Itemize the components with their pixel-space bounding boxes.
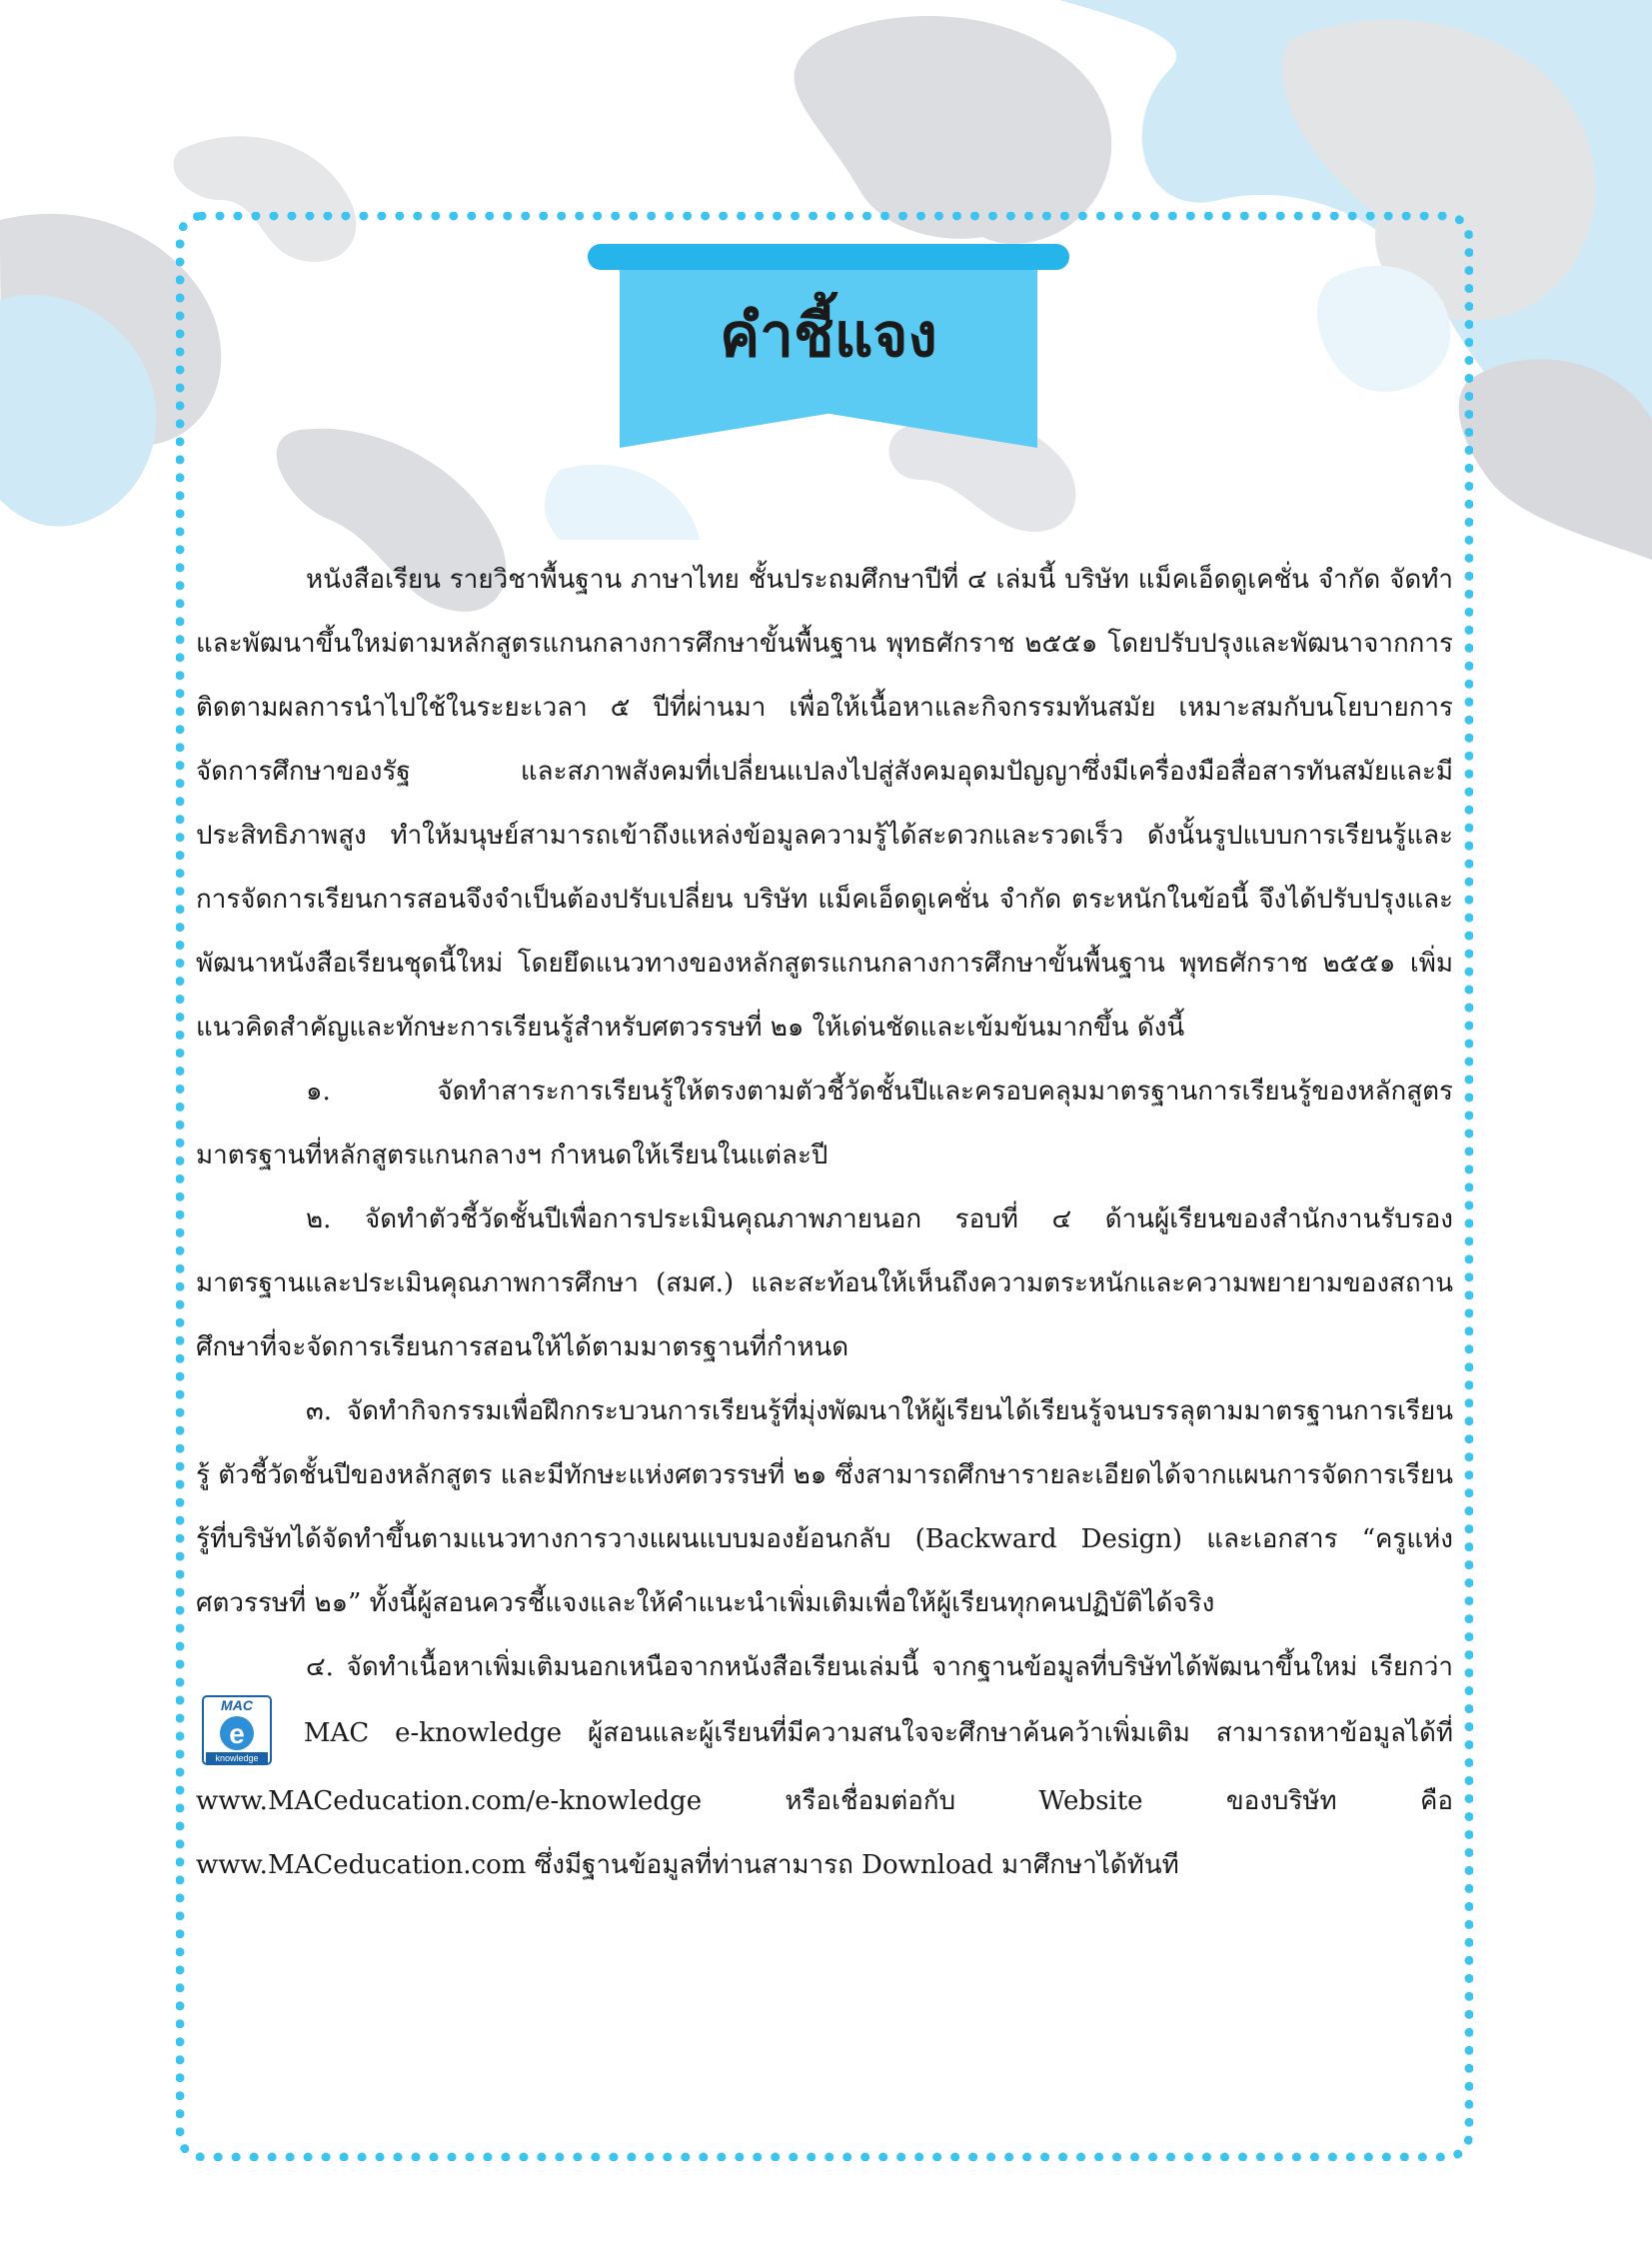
list-item-2: ๒. จัดทำตัวชี้วัดชั้นปีเพื่อการประเมินคุณภาพภายนอก รอบที่ ๔ ด้านผู้เรียนของสำนักงานรับรองมาตรฐานและประเมินคุณภาพการศึกษา (สมศ.) และสะท้อนให้เห็นถึงความตระหนักและความพยายามของสถานศึกษาที่จะจัดการเรียนการสอนให้ได้ตามมาตรฐานที่กำหนด <box>196 1204 1453 1362</box>
product-name: MAC e-knowledge <box>303 1718 563 1748</box>
page-title: คำชี้แจง <box>720 301 937 371</box>
banner-rod <box>588 244 1069 270</box>
list-item-4 <box>196 1635 1453 1897</box>
document-body <box>196 548 1453 1897</box>
intro-paragraph: หนังสือเรียน รายวิชาพื้นฐาน ภาษาไทย ชั้นประถมศึกษาปีที่ ๔ เล่มนี้ บริษัท แม็คเอ็ดดูเคชั่น จำกัด จัดทำและพัฒนาขึ้นใหม่ตามหลักสูตรแกนกลางการศึกษาขั้นพื้นฐาน พุทธศักราช ๒๕๕๑ โดยปรับปรุงและพัฒนาจากการติดตามผลการนำไปใช้ในระยะเวลา ๕ ปีที่ผ่านมา เพื่อให้เนื้อหาและกิจกรรมทันสมัย เหมาะสมกับนโยบายการจัดการศึกษาของรัฐ และสภาพสังคมที่เปลี่ยนแปลงไปสู่สังคมอุดมปัญญาซึ่งมีเครื่องมือสื่อสารทันสมัยและมีประสิทธิภาพสูง ทำให้มนุษย์สามารถเข้าถึงแหล่งข้อมูลความรู้ได้สะดวกและรวดเร็ว ดังนั้นรูปแบบการเรียนรู้และการจัดการเรียนการสอนจึงจำเป็นต้องปรับเปลี่ยน บริษัท แม็คเอ็ดดูเคชั่น จำกัด ตระหนักในข้อนี้ จึงได้ปรับปรุงและพัฒนาหนังสือเรียนชุดนี้ใหม่ โดยยึดแนวทางของหลักสูตรแกนกลางการศึกษาขั้นพื้นฐาน พุทธศักราช ๒๕๕๑ เพิ่มแนวคิดสำคัญและทักษะการเรียนรู้สำหรับศตวรรษที่ ๒๑ ให้เด่นชัดและเข้มข้นมากขึ้น ดังนี้ <box>196 565 1453 1043</box>
item4-rest-text: ผู้สอนและผู้เรียนที่มีความสนใจจะศึกษาค้นคว้าเพิ่มเติม สามารถหาข้อมูลได้ที่ www.MACeducation.com/e-knowledge หรือเชื่อมต่อกับ Website ของบริษัท คือ www.MACeducation.com ซึ่งมีฐานข้อมูลที่ท่านสามารถ Download มาศึกษาได้ทันที <box>196 1718 1453 1880</box>
list-item-3: ๓. จัดทำกิจกรรมเพื่อฝึกกระบวนการเรียนรู้ที่มุ่งพัฒนาให้ผู้เรียนได้เรียนรู้จนบรรลุตามมาตรฐานการเรียนรู้ ตัวชี้วัดชั้นปีของหลักสูตร และมีทักษะแห่งศตวรรษที่ ๒๑ ซึ่งสามารถศึกษารายละเอียดได้จากแผนการจัดการเรียนรู้ที่บริษัทได้จัดทำขึ้นตามแนวทางการวางแผนแบบมองย้อนกลับ (Backward Design) และเอกสาร “ครูแห่งศตวรรษที่ ๒๑” ทั้งนี้ผู้สอนควรชี้แจงและให้คำแนะนำเพิ่มเติมเพื่อให้ผู้เรียนทุกคนปฏิบัติได้จริง <box>196 1396 1453 1618</box>
logo-e-letter: e <box>229 1718 245 1749</box>
item4-intro-text: ๔. จัดทำเนื้อหาเพิ่มเติมนอกเหนือจากหนังสือเรียนเล่มนี้ จากฐานข้อมูลที่บริษัทได้พัฒนาขึ้นใหม่ เรียกว่า <box>306 1652 1453 1682</box>
logo-mac-text: MAC <box>221 1697 253 1713</box>
list-item-1: ๑. จัดทำสาระการเรียนรู้ให้ตรงตามตัวชี้วัดชั้นปีและครอบคลุมมาตรฐานการเรียนรู้ของหลักสูตรมาตรฐานที่หลักสูตรแกนกลางฯ กำหนดให้เรียนในแต่ละปี <box>196 1077 1453 1170</box>
mac-e-knowledge-logo <box>202 1695 272 1765</box>
logo-knowledge-text: knowledge <box>215 1753 259 1763</box>
